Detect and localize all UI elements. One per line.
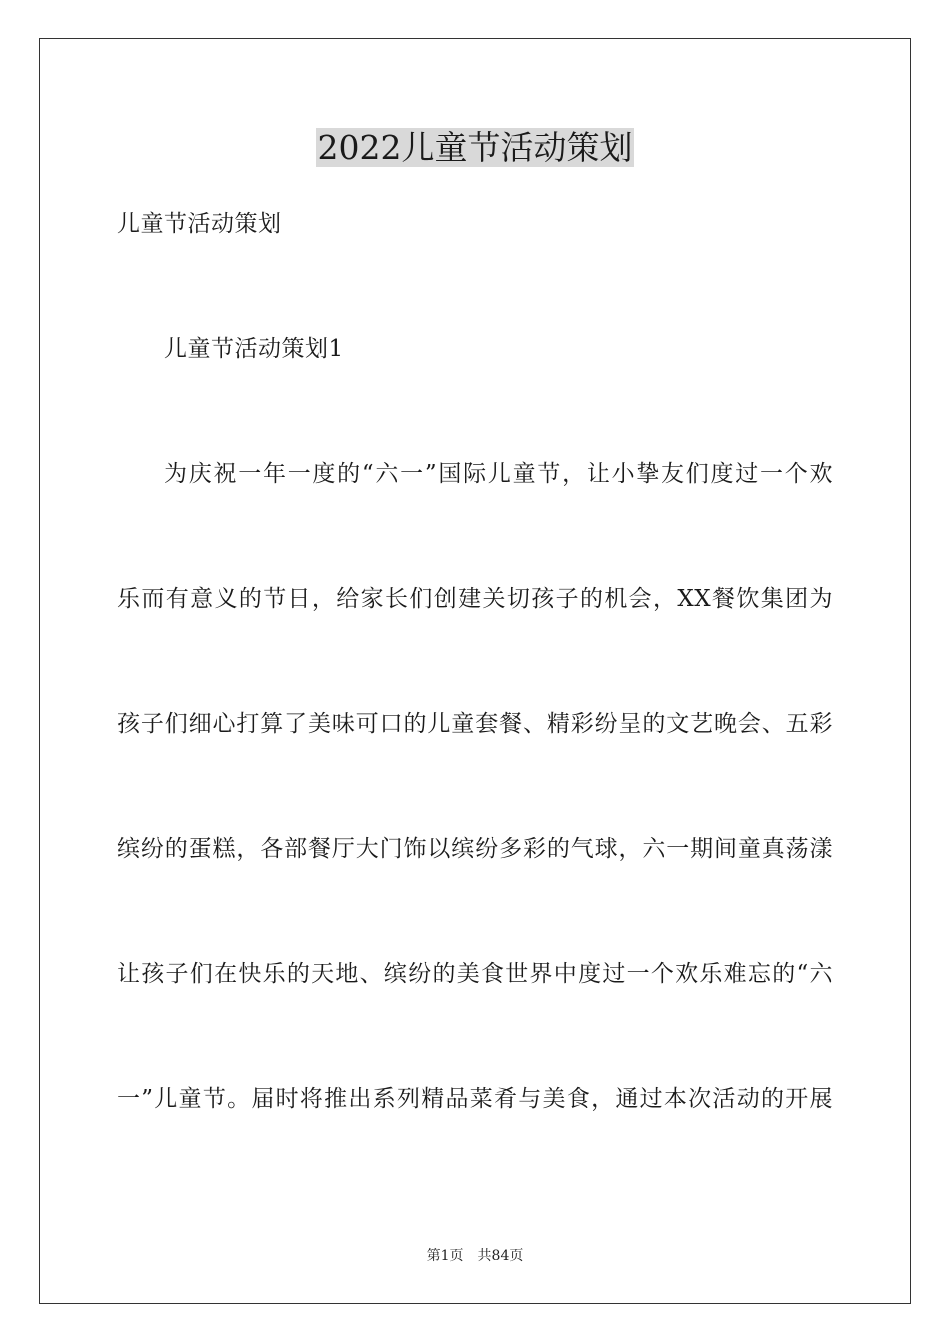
- paragraph-line-1: 为庆祝一年一度的“六一”国际儿童节，让小挚友们度过一个欢: [164, 461, 833, 487]
- page-total: 共84页: [477, 1248, 524, 1264]
- paragraph-line-5: 让孩子们在快乐的天地、缤纷的美食世界中度过一个欢乐难忘的“六: [117, 961, 833, 987]
- document-subtitle: 儿童节活动策划: [117, 211, 282, 237]
- paragraph-line-4: 缤纷的蛋糕，各部餐厅大门饰以缤纷多彩的气球，六一期间童真荡漾: [117, 836, 833, 862]
- section-heading: 儿童节活动策划1: [164, 336, 344, 362]
- paragraph-line-6: 一”儿童节。届时将推出系列精品菜肴与美食，通过本次活动的开展: [117, 1086, 833, 1112]
- document-title-text: 2022儿童节活动策划: [317, 128, 633, 167]
- paragraph-line-3: 孩子们细心打算了美味可口的儿童套餐、精彩纷呈的文艺晚会、五彩: [117, 711, 833, 737]
- page-footer: [0, 1247, 950, 1265]
- paragraph-line-2: 乐而有意义的节日，给家长们创建关切孩子的机会，XX餐饮集团为: [117, 586, 833, 612]
- document-title: [0, 126, 950, 170]
- page-number: 第1页: [426, 1248, 464, 1264]
